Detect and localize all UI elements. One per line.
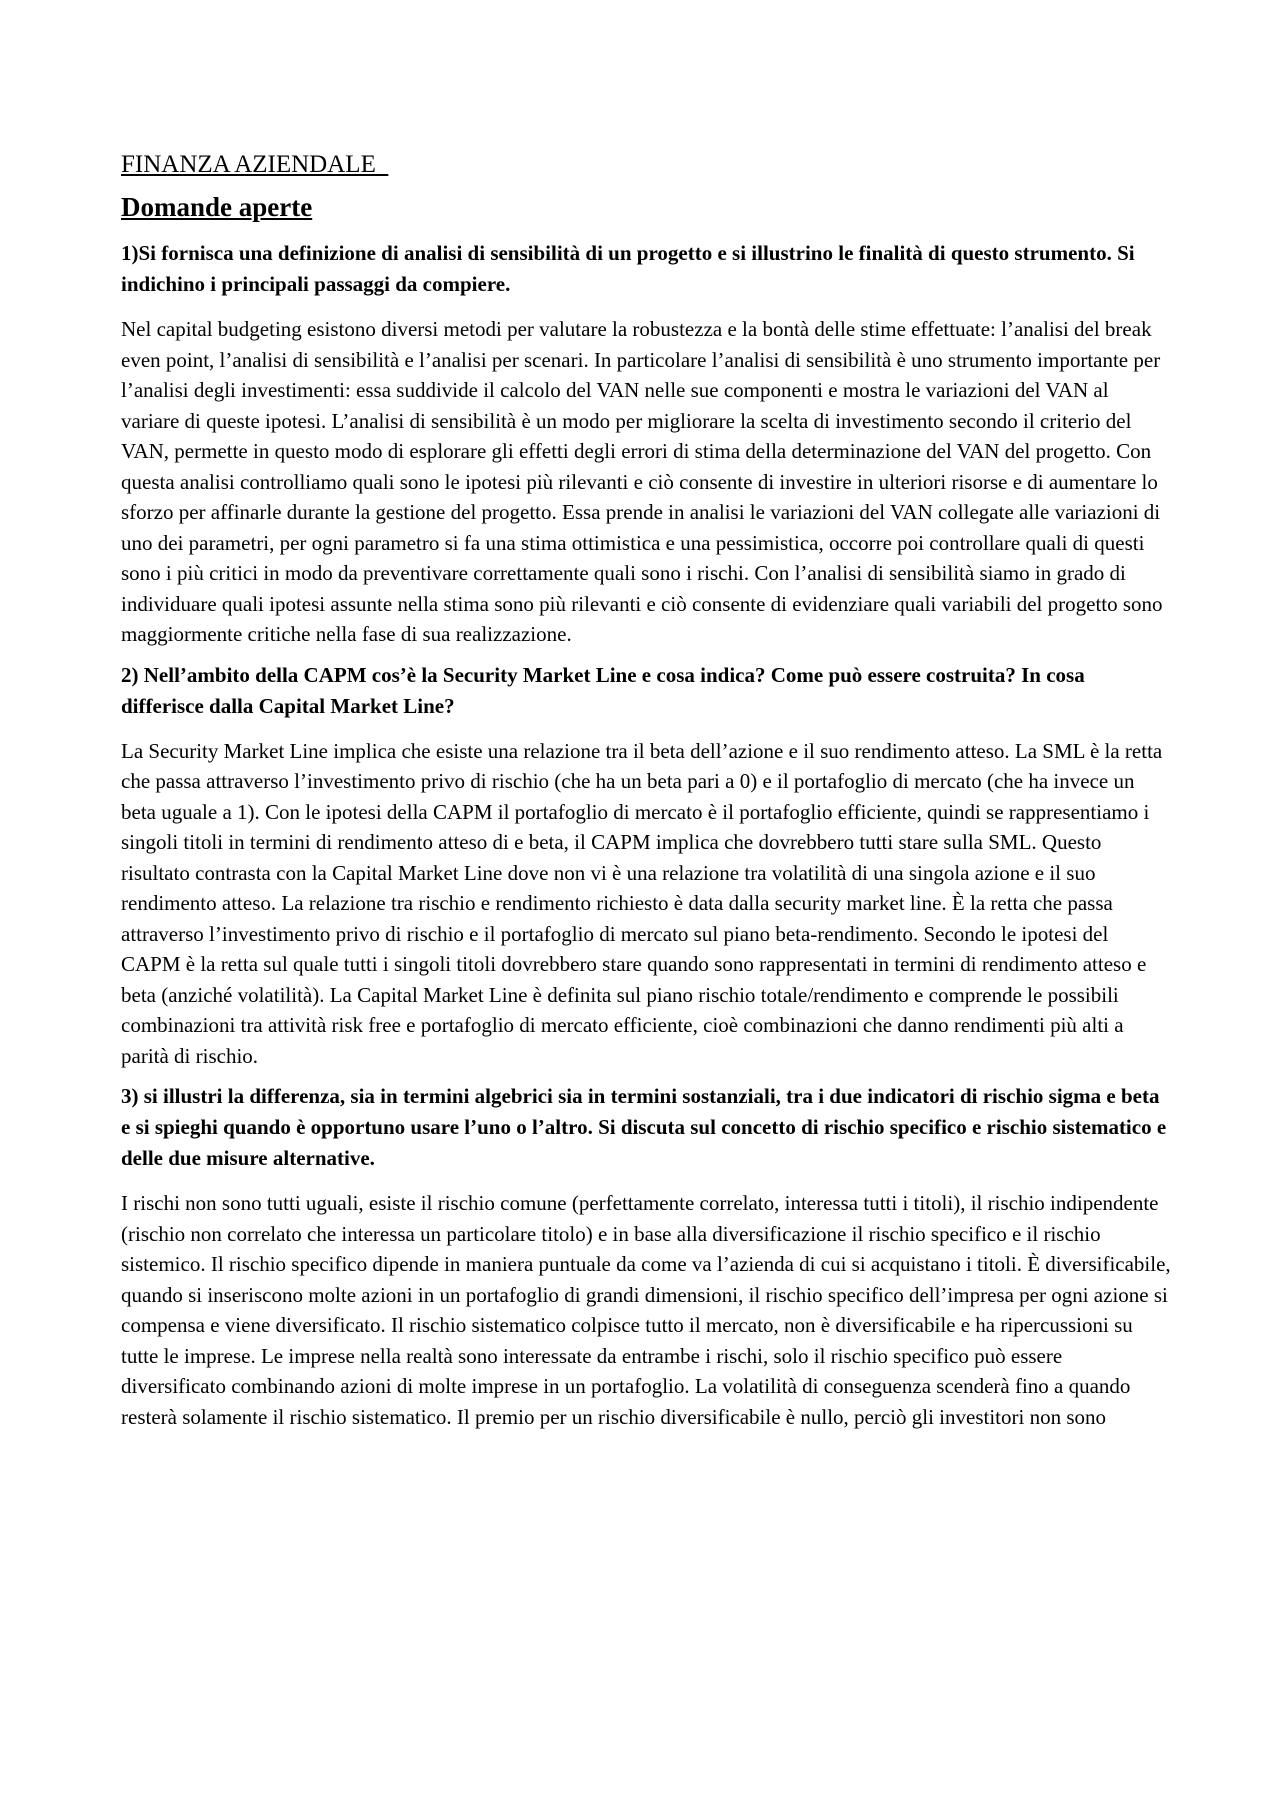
- question-block-3: [121, 1081, 1171, 1432]
- question-1: 1)Si fornisca una definizione di analisi di sensibilità di un progetto e si illustrino le finalità di questo strumento. Si indichino i principali passaggi da compiere.: [121, 241, 1135, 296]
- document-title: FINANZA AZIENDALE: [121, 151, 389, 178]
- answer-3: I rischi non sono tutti uguali, esiste il rischio comune (perfettamente correlato, interessa tutti i titoli), il rischio indipendente (rischio non correlato che interessa un particolare titolo) e in base alla diversificazione il rischio specifico e il rischio sistemico. Il rischio specifico dipende in maniera puntuale da come va l’azienda di cui si acquistano i titoli. È diversificabile, quando si inseriscono molte azioni in un portafoglio di grandi dimensioni, il rischio specifico dell’impresa per ogni azione si compensa e viene diversificato. Il rischio sistematico colpisce tutto il mercato, non è diversificabile e ha ripercussioni su tutte le imprese. Le imprese nella realtà sono interessate da entrambe i rischi, solo il rischio specifico può essere diversificato combinando azioni di molte imprese in un portafoglio. La volatilità di conseguenza scenderà fino a quando resterà solamente il rischio sistematico. Il premio per un rischio diversificabile è nullo, perciò gli investitori non sono: [121, 1191, 1171, 1429]
- question-3: 3) si illustri la differenza, sia in termini algebrici sia in termini sostanziali, tra i due indicatori di rischio sigma e beta e si spieghi quando è opportuno usare l’uno o l’altro. Si discuta sul concetto di rischio specifico e rischio sistematico e delle due misure alternative.: [121, 1084, 1167, 1170]
- question-block-2: [121, 660, 1171, 1072]
- question-2: 2) Nell’ambito della CAPM cos’è la Security Market Line e cosa indica? Come può essere costruita? In cosa differisce dalla Capital Market Line?: [121, 662, 1085, 718]
- answer-2: La Security Market Line implica che esiste una relazione tra il beta dell’azione e il suo rendimento atteso. La SML è la retta che passa attraverso l’investimento privo di rischio (che ha un beta pari a 0) e il portafoglio di mercato (che ha invece un beta uguale a 1). Con le ipotesi della CAPM il portafoglio di mercato è il portafoglio efficiente, quindi se rappresentiamo i singoli titoli in termini di rendimento atteso di e beta, il CAPM implica che dovrebbero tutti stare sulla SML. Questo risultato contrasta con la Capital Market Line dove non vi è una relazione tra volatilità di una singola azione e il suo rendimento atteso. La relazione tra rischio e rendimento richiesto è data dalla security market line. È la retta che passa attraverso l’investimento privo di rischio e il portafoglio di mercato sul piano beta-rendimento. Secondo le ipotesi del CAPM è la retta sul quale tutti i singoli titoli dovrebbero stare quando sono rappresentati in termini di rendimento atteso e beta (anziché volatilità). La Capital Market Line è definita sul piano rischio totale/rendimento e comprende le possibili combinazioni tra attività risk free e portafoglio di mercato efficiente, cioè combinazioni che danno rendimenti più alti a parità di rischio.: [121, 738, 1163, 1068]
- question-block-1: [121, 238, 1171, 650]
- document-content: [121, 150, 1171, 1442]
- answer-1: Nel capital budgeting esistono diversi metodi per valutare la robustezza e la bontà delle stime effettuate: l’analisi del break even point, l’analisi di sensibilità e l’analisi per scenari. In particolare l’analisi di sensibilità è uno strumento importante per l’analisi degli investimenti: essa suddivide il calcolo del VAN nelle sue componenti e mostra le variazioni del VAN al variare di queste ipotesi. L’analisi di sensibilità è un modo per migliorare la scelta di investimento secondo il criterio del VAN, permette in questo modo di esplorare gli effetti degli errori di stima della determinazione del VAN del progetto. Con questa analisi controlliamo quali sono le ipotesi più rilevanti e ciò consente di investire in ulteriori risorse e di aumentare lo sforzo per affinarle durante la gestione del progetto. Essa prende in analisi le variazioni del VAN collegate alle variazioni di uno dei parametri, per ogni parametro si fa una stima ottimistica e una pessimistica, occorre poi controllare quali di questi sono i più critici in modo da preventivare correttamente quali sono i rischi. Con l’analisi di sensibilità siamo in grado di individuare quali ipotesi assunte nella stima sono più rilevanti e ciò consente di evidenziare quali variabili del progetto sono maggiormente critiche nella fase di sua realizzazione.: [121, 317, 1163, 646]
- section-title: Domande aperte: [121, 192, 313, 222]
